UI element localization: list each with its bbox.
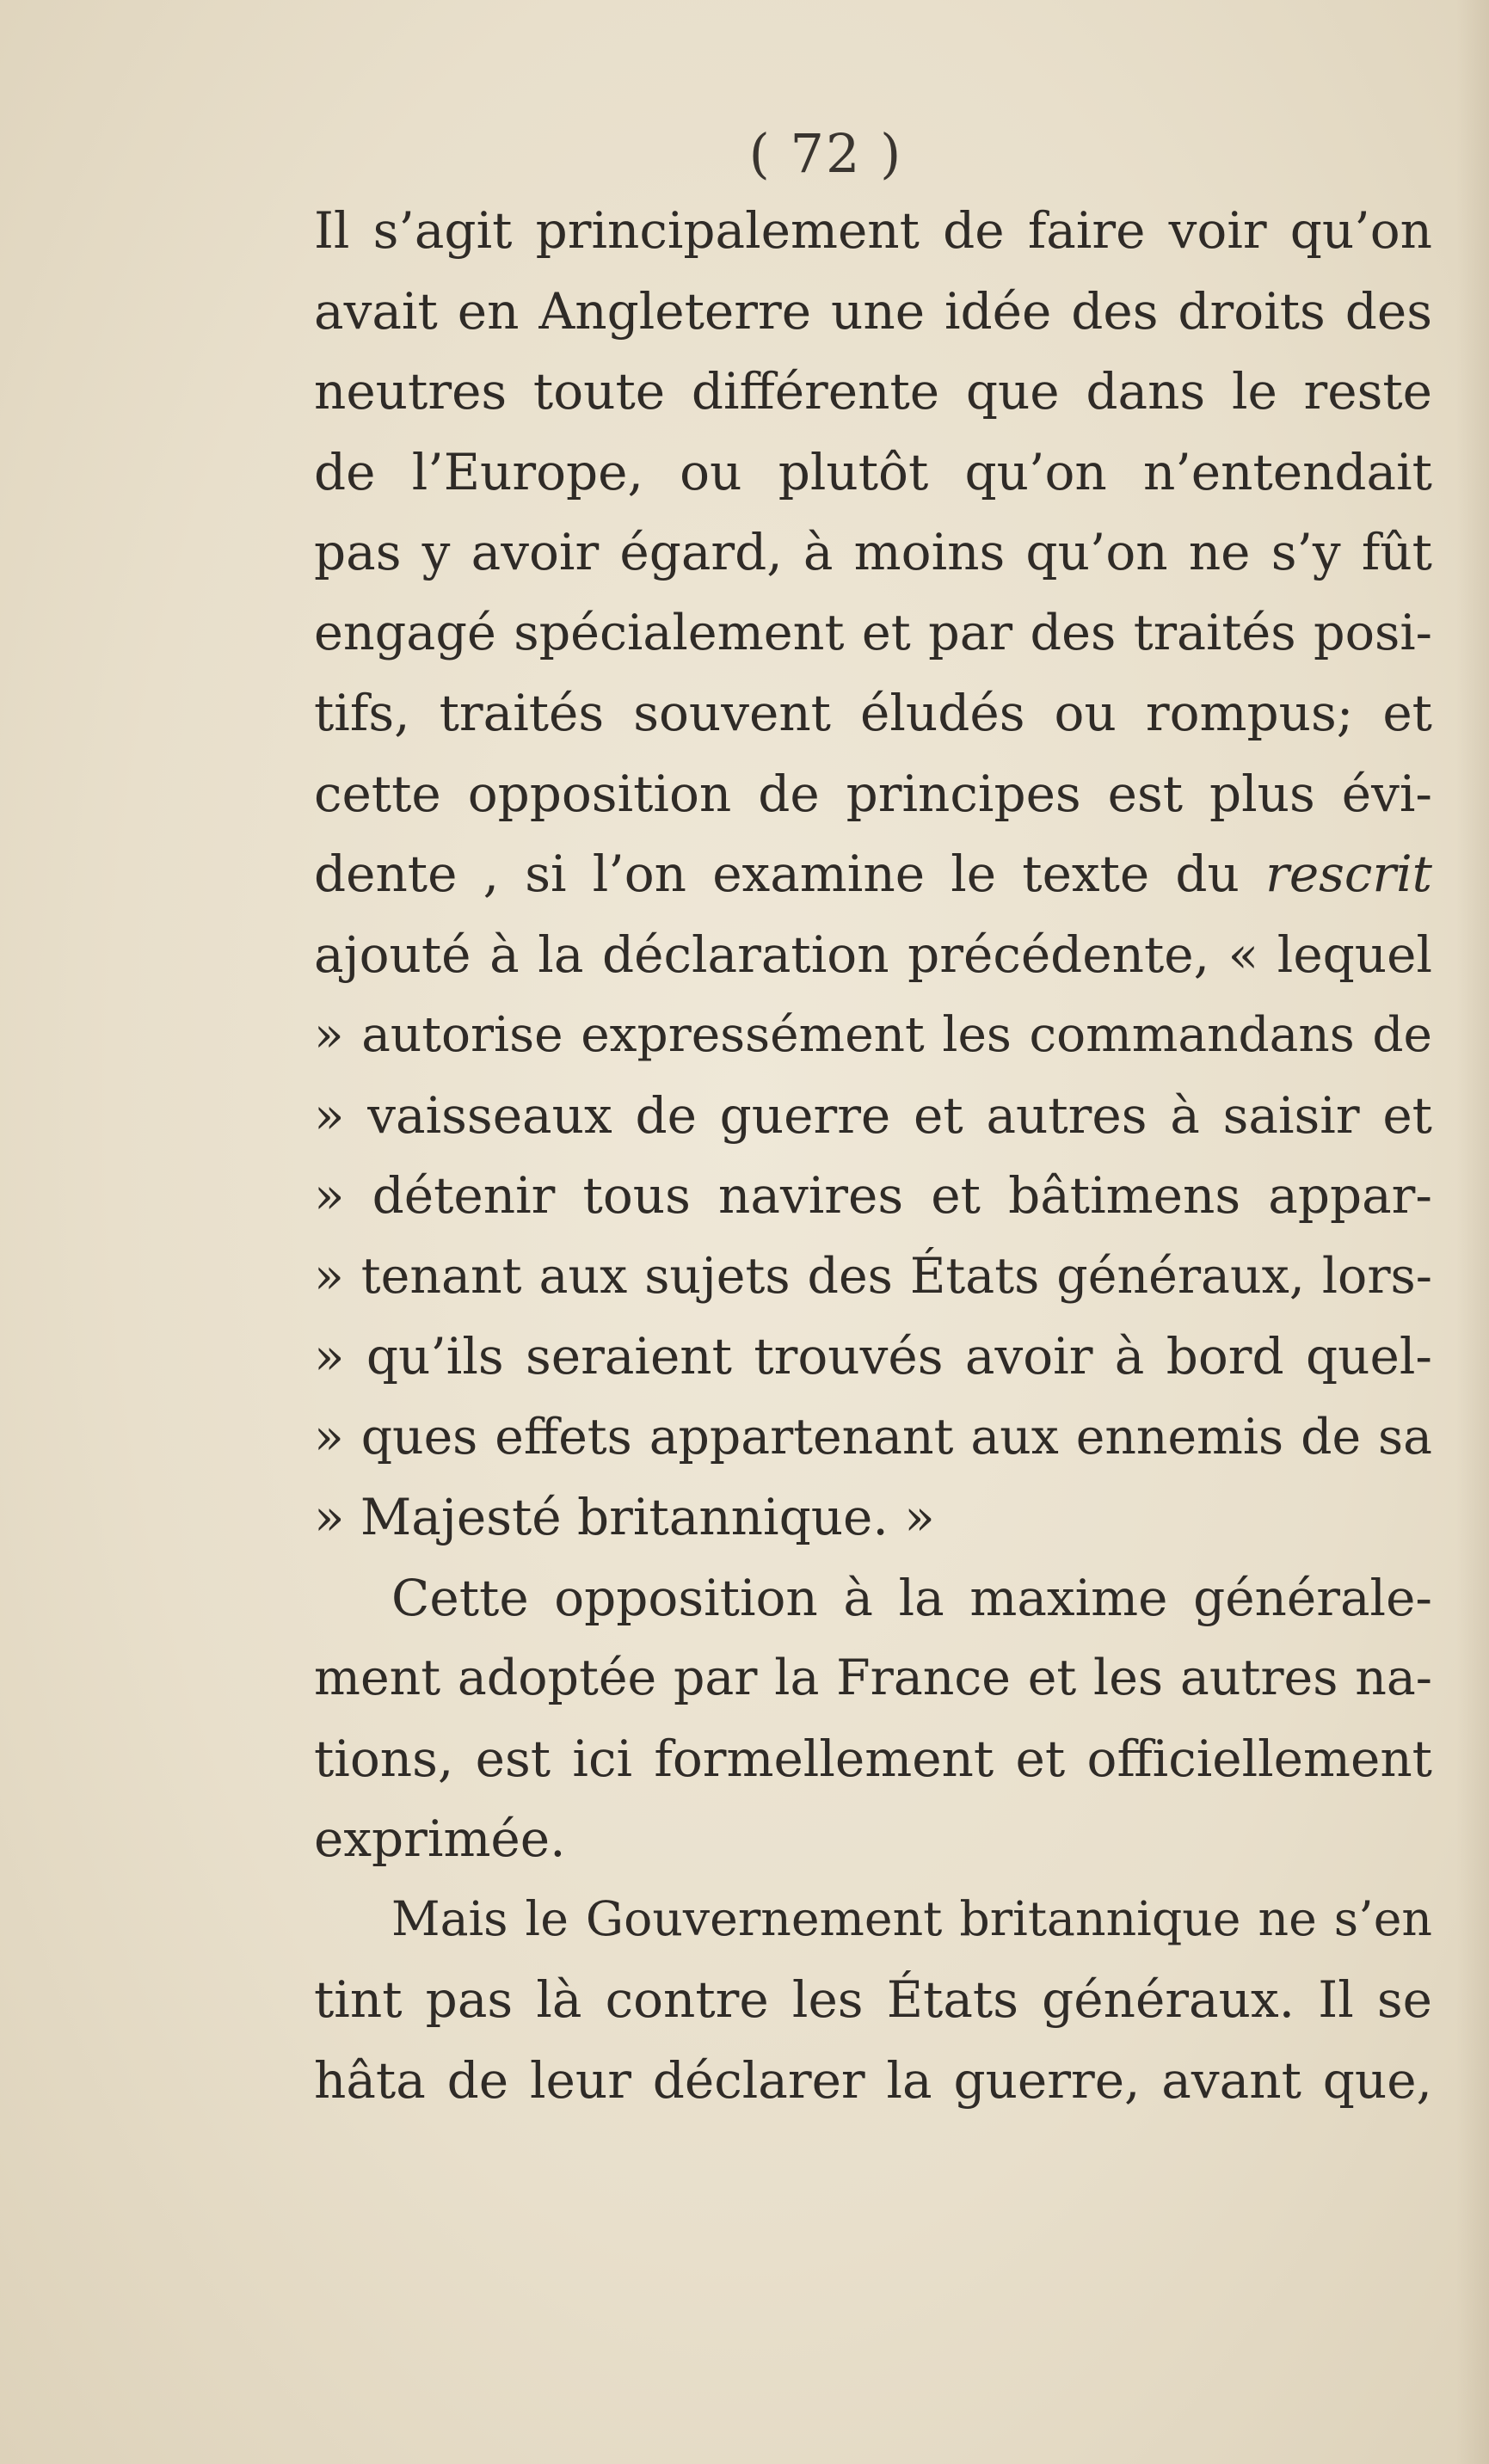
text-line: » autorise expressément les commandans de <box>314 1007 1432 1063</box>
text-line: » ques effets appartenant aux ennemis de sa <box>314 1408 1432 1465</box>
text-line: » tenant aux sujets des États généraux, lors- <box>314 1247 1432 1305</box>
page-number: ( 72 ) <box>748 122 903 185</box>
text-line: pas y avoir égard, à moins qu’on ne s’y fût <box>314 523 1432 581</box>
body-text <box>314 191 1432 2121</box>
text-line: exprimée. <box>314 1810 566 1868</box>
italic-word: rescrit <box>1265 845 1432 903</box>
text-line: Cette opposition à la maxime générale- <box>391 1568 1432 1627</box>
text-line: cette opposition de principes est plus évi- <box>314 764 1432 823</box>
text-line: tions, est ici formellement et officiellement <box>314 1729 1432 1788</box>
text-line: » détenir tous navires et bâtimens appar- <box>314 1166 1432 1225</box>
text-line: hâta de leur déclarer la guerre, avant que, <box>314 2050 1432 2110</box>
text-line: ajouté à la déclaration précédente, « lequel <box>314 925 1432 984</box>
text-line-start: dente , si l’on examine le texte du <box>314 845 1240 903</box>
text-line: » Majesté britannique. » <box>314 1488 935 1546</box>
text-line: tifs, traités souvent éludés ou rompus; et <box>314 684 1432 742</box>
text-line: » vaisseaux de guerre et autres à saisir et <box>314 1085 1432 1145</box>
text-line: tint pas là contre les États généraux. Il se <box>314 1970 1432 2029</box>
text-line: Il s’agit principalement de faire voir qu’on <box>314 201 1432 260</box>
page-edge-shadow <box>1456 0 1489 2464</box>
text-line: Mais le Gouvernement britannique ne s’en <box>391 1891 1432 1947</box>
text-line: neutres toute différente que dans le reste <box>314 362 1432 421</box>
text-line: ment adoptée par la France et les autres na- <box>314 1650 1432 1706</box>
text-line: avait en Angleterre une idée des droits des <box>314 281 1432 341</box>
text-line: » qu’ils seraient trouvés avoir à bord quel- <box>314 1327 1432 1386</box>
text-line: de l’Europe, ou plutôt qu’on n’entendait <box>314 442 1432 501</box>
text-line <box>314 834 1432 915</box>
text-line: engagé spécialement et par des traités posi- <box>314 604 1432 661</box>
